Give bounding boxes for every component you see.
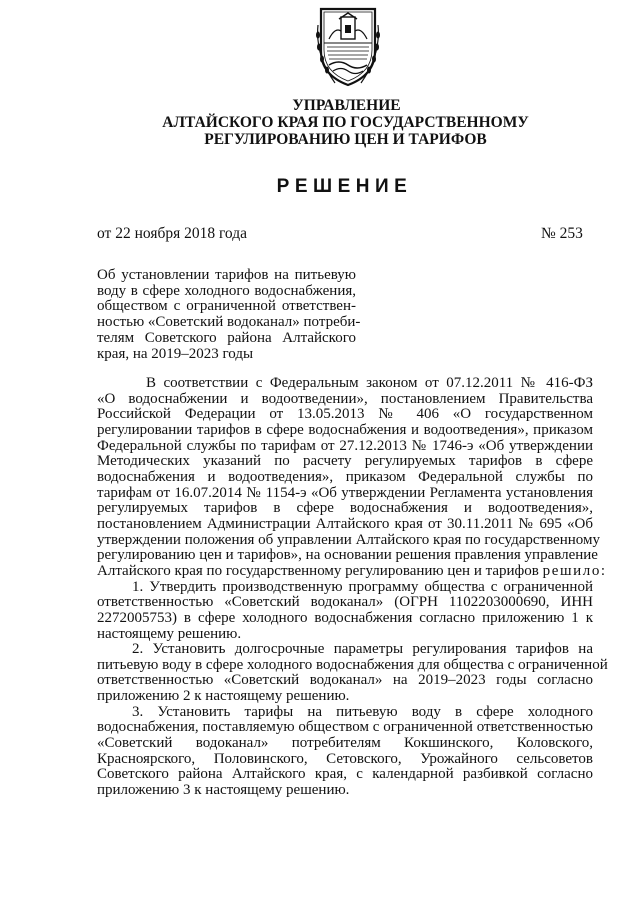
preamble-line: утверждении положения об управлении Алтайского края по государственному <box>97 531 600 548</box>
item-2-line: приложению 2 к настоящему решению. <box>97 688 350 705</box>
item-2-line: питьевую воду в сфере холодного водоснабжения для общества с ограниченной <box>97 656 608 673</box>
document-number: № 253 <box>541 225 583 242</box>
document-subject <box>97 267 361 362</box>
preamble-line: регулированию цен и тарифов», на основании решения правления управление <box>97 547 598 564</box>
subject-line: Об установлении тарифов на питьевую <box>97 267 356 283</box>
preamble-line: постановлением Администрации Алтайского края от 30.11.2011 № 695 «Об <box>97 515 593 532</box>
subject-line: телям Советского района Алтайского <box>97 329 356 346</box>
item-3-line: Советского района Алтайского края, с календарной разбивкой согласно <box>97 766 593 783</box>
preamble-line: регулировании тарифов в сфере водоснабжения и водоотведения», приказом <box>97 421 593 438</box>
preamble-line: регулируемых тарифов в сфере водоснабжения и водоотведения», <box>97 500 593 517</box>
preamble-line: В соответствии с Федеральным законом от 07.12.2011 № 416-ФЗ <box>146 375 593 391</box>
item-1-line: настоящему решению. <box>97 625 242 642</box>
preamble-line: Российской Федерации от 13.05.2013 № 406 «О государственном <box>97 406 593 423</box>
document-type-title: РЕШЕНИЕ <box>276 176 413 197</box>
item-3-line: водоснабжения, поставляемую обществом с ограниченной ответственностью <box>97 719 593 736</box>
preamble-last-line <box>97 562 607 580</box>
resolved-word: решило: <box>542 562 607 579</box>
authority-line-1: УПРАВЛЕНИЕ <box>292 97 401 114</box>
item-3-line: приложению 3 к настоящему решению. <box>97 782 350 799</box>
preamble-line: тарифам от 16.07.2014 № 1154-э «Об утверждении Регламента установления <box>97 484 593 501</box>
authority-line-3: РЕГУЛИРОВАНИЮ ЦЕН И ТАРИФОВ <box>204 131 487 148</box>
preamble-last-text: Алтайского края по государственному регулированию цен и тарифов <box>97 562 539 579</box>
preamble-line: Федеральной службы по тарифам от 27.12.2013 № 1746-э «Об утверждении <box>97 437 593 454</box>
issuing-authority <box>0 97 639 148</box>
item-1-line: 2272005753) в сфере холодного водоснабжения согласно приложению 1 к <box>97 609 593 626</box>
subject-line: края, на 2019–2023 годы <box>97 345 254 362</box>
document-date: от 22 ноября 2018 года <box>97 225 248 242</box>
document-body <box>97 375 608 799</box>
item-3-line: «Советский водоканал» потребителям Кокшинского, Коловского, <box>97 735 593 752</box>
authority-line-2: АЛТАЙСКОГО КРАЯ ПО ГОСУДАРСТВЕННОМУ <box>162 114 529 131</box>
subject-line: ностью «Советский водоканал» потреби- <box>97 314 361 331</box>
item-1-line: ответственностью «Советский водоканал» (ОГРН 1102203000690, ИНН <box>97 594 593 611</box>
item-1-line: 1. Утвердить производственную программу общества с ограниченной <box>132 578 593 595</box>
preamble-line: водоснабжения и водоотведения», приказом Федеральной службы по <box>97 468 593 485</box>
item-3-line: Красноярского, Половинского, Сетовского, Урожайного сельсоветов <box>97 750 593 767</box>
item-2-line: 2. Установить долгосрочные параметры регулирования тарифов на <box>132 641 593 658</box>
coat-of-arms-emblem <box>315 5 381 89</box>
item-3-line: 3. Установить тарифы на питьевую воду в сфере холодного <box>132 703 593 720</box>
item-2-line: ответственностью «Советский водоканал» на 2019–2023 годы согласно <box>97 672 593 689</box>
subject-line: обществом с ограниченной ответствен- <box>97 298 356 315</box>
preamble-line: Методических указаний по расчету регулируемых тарифов в сфере <box>97 453 593 470</box>
subject-line: воду в сфере холодного водоснабжения, <box>97 282 356 299</box>
preamble-line: «О водоснабжении и водоотведении», постановлением Правительства <box>97 390 593 407</box>
